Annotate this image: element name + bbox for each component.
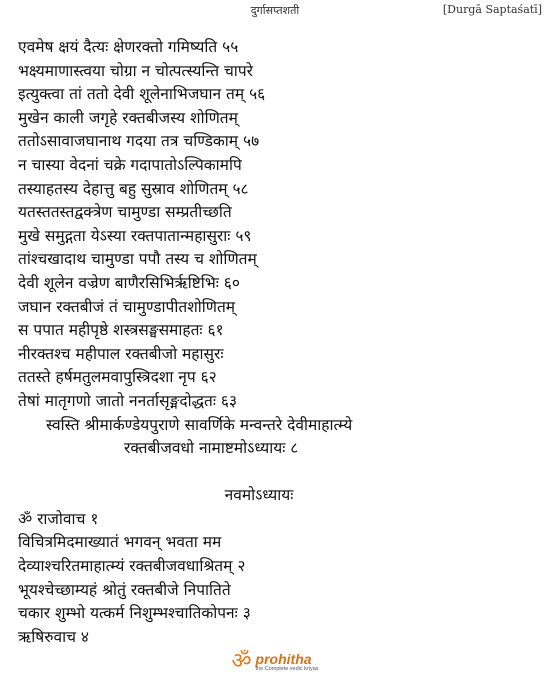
- verse-line: देवी शूलेन वज्रेण बाणैरसिभिर्ऋष्टिभिः ६०: [18, 273, 240, 292]
- verse-line: मुखेन काली जगृहे रक्तबीजस्य शोणितम्: [18, 108, 238, 127]
- colophon-line: रक्तबीजवधो नामाष्टमोऽध्यायः ८: [124, 439, 299, 458]
- logo-brand: prohitha: [255, 650, 312, 667]
- verse-line: स पपात महीपृष्ठे शस्त्रसङ्घसमाहतः ६१: [18, 321, 224, 340]
- chapter-heading: नवमोऽध्यायः: [224, 486, 294, 505]
- om-icon: ॐ: [231, 649, 252, 674]
- verse-line: चकार शुम्भो यत्कर्म निशुम्भश्चातिकोपनः ३: [18, 604, 251, 623]
- verse-text: [18, 36, 540, 649]
- logo-tagline: the Complete vedic kriyas: [255, 665, 319, 672]
- verse-line: मुखे समुद्गता येऽस्या रक्तपातान्महासुराः ५९: [18, 226, 252, 245]
- verse-line: ॐ राजोवाच १: [18, 509, 99, 528]
- verse-line: विचित्रमिदमाख्यातं भगवन् भवता मम: [18, 533, 222, 552]
- verse-line: यतस्ततस्तद्वक्त्रेण चामुण्डा सम्प्रतीच्छति: [18, 203, 232, 222]
- verse-line: न चास्या वेदनां चक्रे गदापातोऽल्पिकामपि: [18, 155, 242, 174]
- verse-line: जघान रक्तबीजं तं चामुण्डापीतशोणितम्: [18, 297, 236, 316]
- verse-line: भूयश्चेच्छाम्यहं श्रोतुं रक्तबीजे निपातिते: [18, 580, 231, 599]
- verse-line: एवमेष क्षयं दैत्यः क्षेणरक्तो गमिष्यति ५५: [18, 38, 239, 56]
- verse-line: ततोऽसावाजघानाथ गदया तत्र चण्डिकाम् ५७: [18, 132, 260, 151]
- verse-line: इत्युक्त्वा तां ततो देवी शूलेनाभिजघान तम् ५६: [18, 85, 266, 104]
- prohitha-logo: [0, 651, 550, 673]
- verse-line: ततस्ते हर्षमतुलमवापुस्त्रिदशा नृप ६२: [18, 368, 217, 387]
- colophon-line: स्वस्ति श्रीमार्कण्डेयपुराणे सावर्णिके मन्वन्तरे देवीमाहात्म्ये: [46, 415, 353, 434]
- verse-line: तेषां मातृगणो जातो ननर्तासृङ्मदोद्धतः ६३: [18, 391, 238, 410]
- header-title-devanagari: दुर्गासप्तशती: [250, 4, 300, 17]
- page-header: [0, 3, 550, 19]
- verse-line: तस्याहतस्य देहात्तु बहु सुस्राव शोणितम् ५८: [18, 179, 249, 198]
- spacer: [18, 461, 540, 485]
- header-title-roman: [Durgā Saptaśatī]: [442, 3, 542, 16]
- verse-line: ऋषिरुवाच ४: [18, 627, 89, 646]
- verse-line: तांश्चखादाथ चामुण्डा पपौ तस्य च शोणितम्: [18, 250, 257, 269]
- verse-line: नीरक्तश्च महीपाल रक्तबीजो महासुरः: [18, 344, 224, 363]
- verse-line: भक्ष्यमाणास्त्वया चोग्रा न चोत्पत्स्यन्ति चापरे: [18, 61, 253, 80]
- verse-line: देव्याश्चरितमाहात्म्यं रक्तबीजवधाश्रितम् २: [18, 557, 246, 576]
